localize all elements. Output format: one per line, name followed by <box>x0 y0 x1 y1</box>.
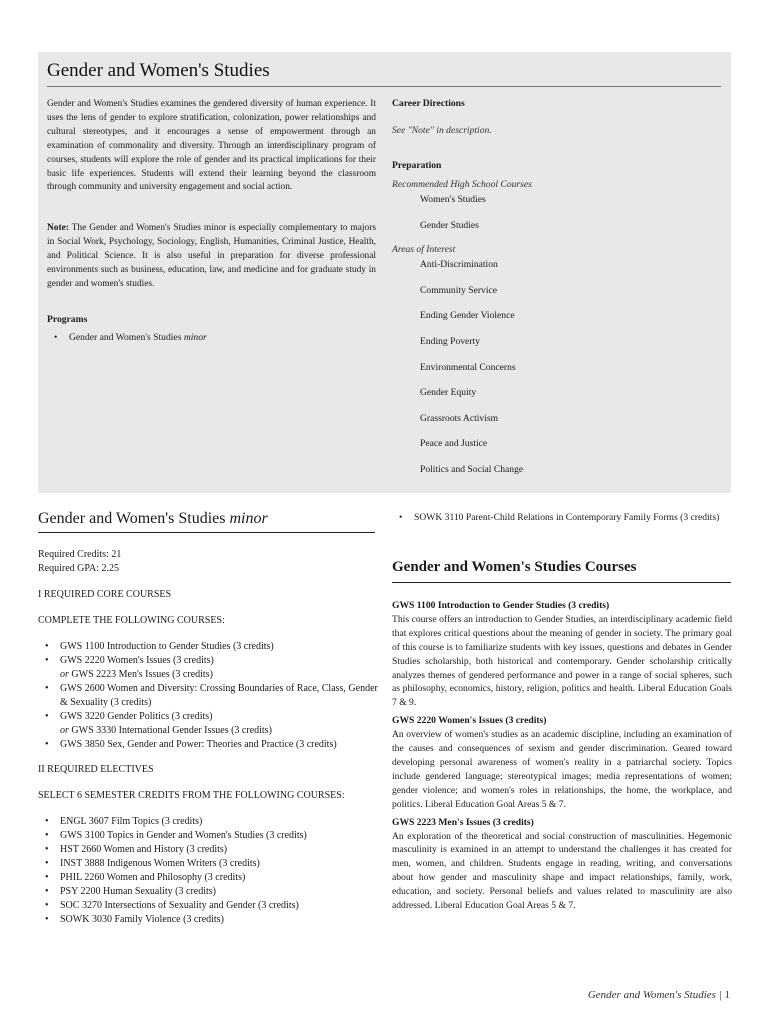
core-course-alt: or GWS 3330 International Gender Issues (3 credits) <box>60 725 272 736</box>
program-item[interactable]: • Gender and Women's Studies minor <box>47 332 207 343</box>
interest-item: Community Service <box>420 285 498 296</box>
core-course-item: • GWS 3850 Sex, Gender and Power: Theories and Practice (3 credits) <box>38 738 378 752</box>
interest-item: Politics and Social Change <box>420 464 524 475</box>
course-description: An overview of women's studies as an academic discipline, including an examination of the causes and consequences of sexism and gender discrimination. Geared toward developing personal awareness of women's reality in a patriarchal society. Topics include gendered language; stereotypical images; media representations of women; gender violence; and women's roles in relationships, the home, the workplace, and politics. Liberal Education Goal Areas 5 & 7. <box>392 729 732 810</box>
elective-item: • PHIL 2260 Women and Philosophy (3 credits) <box>38 871 378 885</box>
minor-requirements <box>38 548 378 927</box>
core-course-item: • GWS 1100 Introduction to Gender Studies (3 credits) <box>38 640 378 654</box>
elective-item: • GWS 3100 Topics in Gender and Women's Studies (3 credits) <box>38 829 378 843</box>
course-title: GWS 2223 Men's Issues (3 credits) <box>392 816 534 828</box>
elective-item: • ENGL 3607 Film Topics (3 credits) <box>38 815 378 829</box>
core-course-alt: or GWS 2223 Men's Issues (3 credits) <box>60 669 213 680</box>
elective-list-continued <box>392 511 732 525</box>
programs-heading: Programs <box>47 314 88 325</box>
note-label: Note: <box>47 223 69 233</box>
required-credits: Required Credits: 21 <box>38 549 122 560</box>
elective-list <box>38 815 378 927</box>
interest-item: Environmental Concerns <box>420 362 516 373</box>
required-gpa: Required GPA: 2.25 <box>38 563 120 574</box>
program-summary-box <box>38 52 731 493</box>
courses-heading: Gender and Women's Studies Courses <box>392 559 731 583</box>
interest-item: Ending Gender Violence <box>420 310 515 321</box>
interest-heading: Areas of Interest <box>392 244 456 255</box>
interest-item: Peace and Justice <box>420 438 488 449</box>
minor-title: Gender and Women's Studies minor <box>38 510 375 533</box>
core-course-list <box>38 640 378 752</box>
interest-item: Grassroots Activism <box>420 413 499 424</box>
core-course-item: • GWS 2220 Women's Issues (3 credits) <box>38 654 378 668</box>
electives-instruction: SELECT 6 SEMESTER CREDITS FROM THE FOLLOWING COURSES: <box>38 790 345 801</box>
page-footer <box>588 989 730 1001</box>
core-heading: I REQUIRED CORE COURSES <box>38 589 172 600</box>
interest-item: Ending Poverty <box>420 336 480 347</box>
core-instruction: COMPLETE THE FOLLOWING COURSES: <box>38 615 225 626</box>
course-descriptions <box>392 599 732 913</box>
note-paragraph <box>47 222 376 292</box>
footer-title: Gender and Women's Studies <box>587 989 716 1001</box>
interest-item: Anti-Discrimination <box>420 259 498 270</box>
interest-item: Gender Equity <box>420 387 477 398</box>
core-course-item: • GWS 3220 Gender Politics (3 credits) <box>38 710 378 724</box>
elective-item: • SOWK 3030 Family Violence (3 credits) <box>38 913 378 927</box>
programs-list <box>47 332 207 343</box>
hs-heading: Recommended High School Courses <box>392 179 532 190</box>
career-note: See "Note" in description. <box>392 125 492 136</box>
course-description: An exploration of the theoretical and social construction of masculinities. Hegemonic masculinity is examined in an attempt to understand the challenges it has created for men, women, and children. Students engage in reading, writing, and conversations about how gender and masculinity shape and impact relationships, family, work, education, and society. Personal beliefs and values related to masculinity are also addressed. Liberal Education Goal Areas 5 & 7. <box>392 830 732 912</box>
course-title: GWS 2220 Women's Issues (3 credits) <box>392 715 547 727</box>
footer-separator: | <box>715 989 725 1001</box>
hs-course: Women's Studies <box>420 194 486 205</box>
elective-item: • PSY 2200 Human Sexuality (3 credits) <box>38 885 378 899</box>
elective-item: • HST 2660 Women and History (3 credits) <box>38 843 378 857</box>
elective-item: • SOWK 3110 Parent-Child Relations in Contemporary Family Forms (3 credits) <box>392 511 732 525</box>
elective-continued <box>392 511 732 525</box>
intro-paragraph: Gender and Women's Studies examines the gendered diversity of human experience. It uses the lens of gender to explore stratification, colonization, power relationships and cultural stereotypes, and it encourages a sense of empowerment through an examination of commonality and diversity. Through an interdisciplinary program of courses, students will explore the role of gender and its practical implications for their basic life experiences. Students will extend their learning beyond the classroom through community and university engagement and social action. <box>47 99 376 193</box>
career-heading: Career Directions <box>392 98 465 109</box>
hs-course: Gender Studies <box>420 220 479 231</box>
electives-heading: II REQUIRED ELECTIVES <box>38 764 154 775</box>
page-number: 1 <box>724 989 730 1001</box>
course-description: This course offers an introduction to Gender Studies, an interdisciplinary academic field that explores critical questions about the meaning of gender in society. The primary goal of this course is to familiarize students with key issues, questions and debates in Gender Studies scholarship, both historical and contemporary. Gender scholarship critically analyzes themes of gendered performance and power in a range of social spheres, such as philosophy, economics, history, religion, politics and health. Liberal Education Goals 7 & 9. <box>392 613 732 709</box>
prep-heading: Preparation <box>392 160 442 171</box>
course-title: GWS 1100 Introduction to Gender Studies (3 credits) <box>392 600 610 611</box>
note-text: The Gender and Women's Studies minor is especially complementary to majors in Social Work, Psychology, Sociology, English, Humanities, Criminal Justice, Health, and Political Science. It is also useful in preparation for diverse professional environments such as business, education, law, and medicine and for graduate study in gender and women's studies. <box>47 223 376 289</box>
box-title: Gender and Women's Studies <box>47 60 721 87</box>
elective-item: • INST 3888 Indigenous Women Writers (3 credits) <box>38 857 378 871</box>
core-course-item: • GWS 2600 Women and Diversity: Crossing Boundaries of Race, Class, Gender & Sexuality (3 credits) <box>38 682 378 710</box>
elective-item: • SOC 3270 Intersections of Sexuality and Gender (3 credits) <box>38 899 378 913</box>
